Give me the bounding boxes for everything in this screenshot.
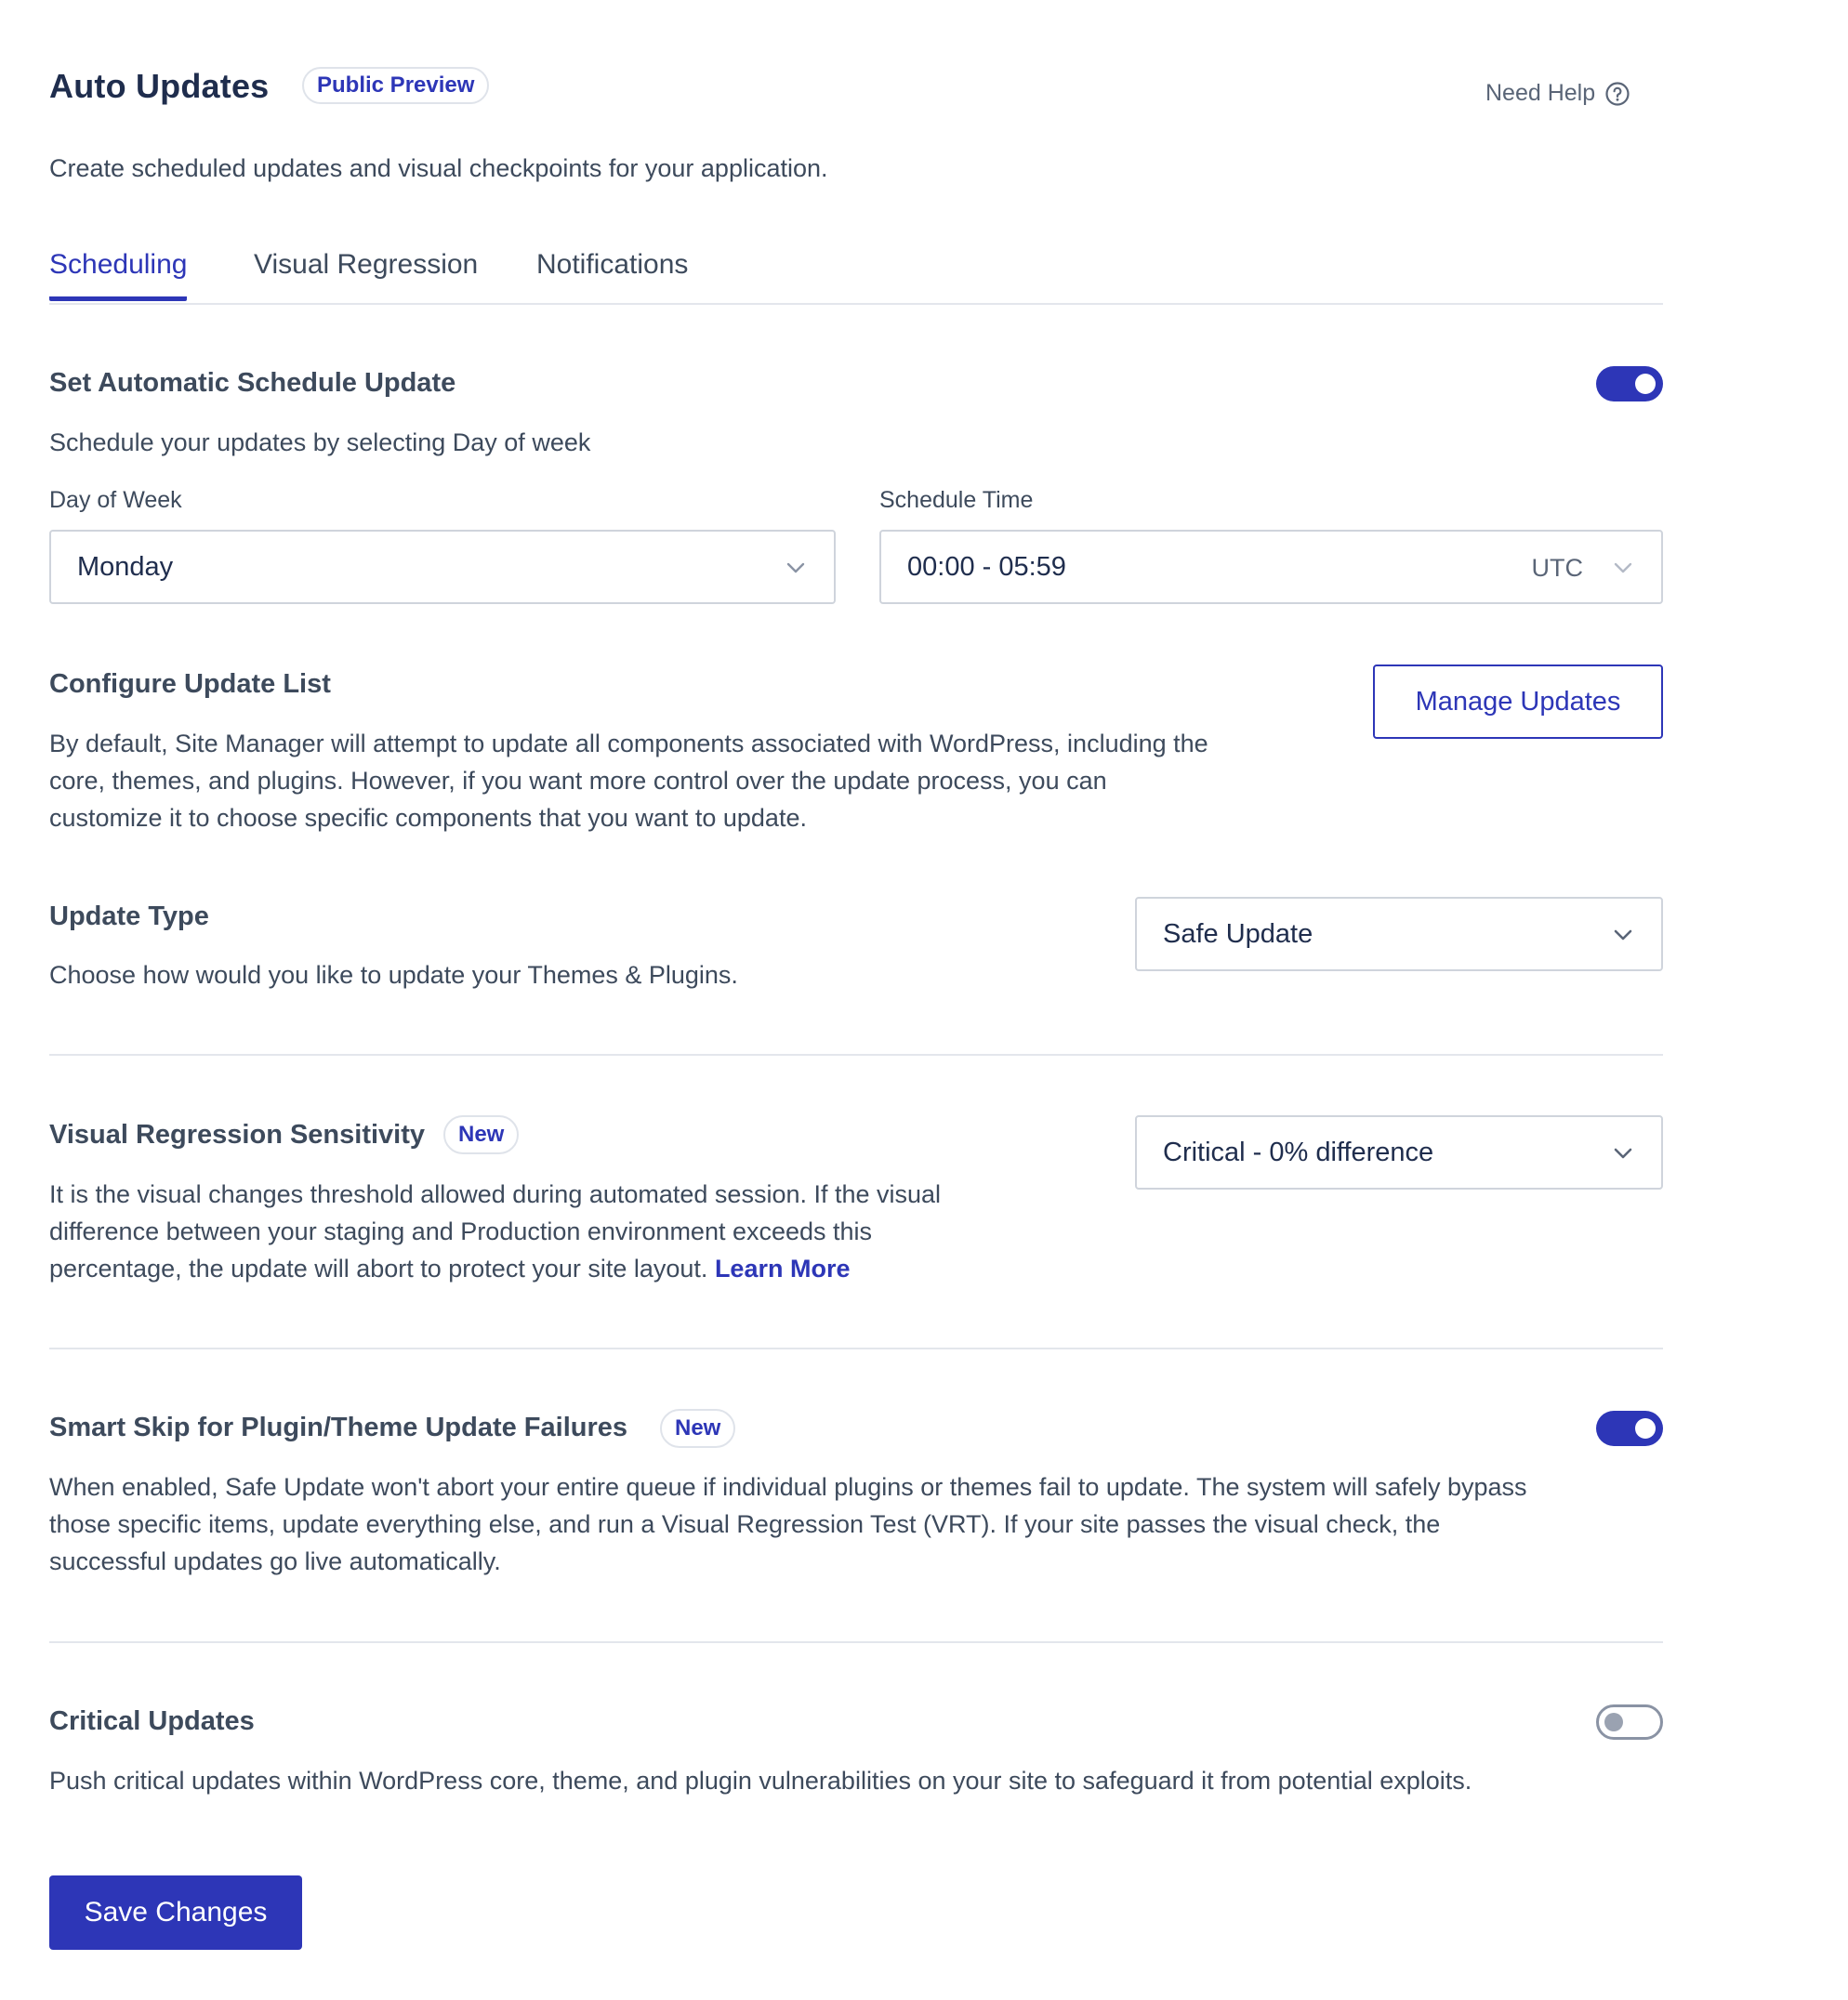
schedule-time-select[interactable] — [879, 530, 1663, 604]
page-title: Auto Updates — [49, 67, 270, 105]
timezone-label: UTC — [1531, 554, 1583, 582]
public-preview-badge: Public Preview — [302, 67, 489, 104]
critical-updates-heading: Critical Updates — [49, 1706, 255, 1736]
toggle-knob — [1604, 1713, 1623, 1731]
vr-sensitivity-value: Critical - 0% difference — [1163, 1137, 1434, 1167]
section-divider — [49, 1054, 1663, 1056]
chevron-down-icon — [1613, 1143, 1633, 1164]
update-list-line-1: By default, Site Manager will attempt to update all components associated with WordPress, including the — [49, 730, 1208, 757]
schedule-time-label: Schedule Time — [879, 487, 1034, 513]
tab-scheduling[interactable]: Scheduling — [49, 249, 187, 301]
smart-skip-line-2: those specific items, update everything else, and run a Visual Regression Test (VRT). If your site passes the visual check, the — [49, 1510, 1441, 1538]
update-type-value: Safe Update — [1163, 918, 1313, 949]
vr-line-3: percentage, the update will abort to protect your site layout. — [49, 1255, 708, 1283]
vr-sensitivity-heading: Visual Regression Sensitivity — [49, 1120, 426, 1150]
new-badge: New — [660, 1409, 735, 1448]
critical-updates-description: Push critical updates within WordPress core, theme, and plugin vulnerabilities on your site to safeguard it from potential exploits. — [49, 1767, 1472, 1795]
update-type-select[interactable] — [1135, 897, 1663, 971]
vr-line-1: It is the visual changes threshold allowed during automated session. If the visual — [49, 1180, 942, 1208]
smart-skip-line-1: When enabled, Safe Update won't abort your entire queue if individual plugins or themes fail to update. The system will safely bypass — [49, 1473, 1527, 1501]
tab-bar — [49, 249, 1663, 305]
page-subtitle: Create scheduled updates and visual checkpoints for your application. — [49, 154, 828, 182]
need-help-link[interactable] — [1485, 80, 1630, 107]
update-type-description: Choose how would you like to update your Themes & Plugins. — [49, 961, 738, 989]
section-divider — [49, 1348, 1663, 1349]
critical-updates-toggle[interactable] — [1596, 1704, 1663, 1740]
toggle-knob — [1635, 374, 1656, 394]
vr-line-3-wrap — [49, 1250, 1090, 1287]
schedule-time-value: 00:00 - 05:59 — [907, 551, 1066, 582]
update-type-heading: Update Type — [49, 901, 209, 931]
new-badge: New — [443, 1115, 519, 1154]
update-list-description — [49, 725, 1351, 836]
vr-line-2: difference between your staging and Production environment exceeds this — [49, 1217, 873, 1245]
tab-visual-regression[interactable]: Visual Regression — [254, 249, 479, 280]
manage-updates-button[interactable]: Manage Updates — [1373, 664, 1663, 739]
smart-skip-line-3: successful updates go live automatically. — [49, 1547, 501, 1575]
schedule-heading: Set Automatic Schedule Update — [49, 368, 456, 398]
save-changes-button[interactable]: Save Changes — [49, 1875, 302, 1950]
toggle-knob — [1635, 1418, 1656, 1439]
smart-skip-toggle[interactable] — [1596, 1411, 1663, 1446]
day-of-week-label: Day of Week — [49, 487, 182, 513]
smart-skip-description — [49, 1468, 1663, 1580]
chevron-down-icon — [1613, 925, 1633, 945]
update-list-line-2: core, themes, and plugins. However, if you want more control over the update process, you can — [49, 767, 1107, 795]
chevron-down-icon — [785, 558, 806, 578]
update-list-heading: Configure Update List — [49, 669, 331, 699]
vr-sensitivity-description — [49, 1176, 1090, 1287]
schedule-description: Schedule your updates by selecting Day of week — [49, 428, 591, 456]
vr-sensitivity-select[interactable] — [1135, 1115, 1663, 1190]
day-of-week-value: Monday — [77, 551, 174, 582]
help-circle-icon — [1604, 81, 1630, 107]
learn-more-link[interactable]: Learn More — [714, 1255, 851, 1283]
section-divider — [49, 1641, 1663, 1643]
tab-notifications[interactable]: Notifications — [536, 249, 689, 280]
need-help-label: Need Help — [1485, 80, 1596, 106]
schedule-toggle[interactable] — [1596, 366, 1663, 401]
update-list-line-3: customize it to choose specific components that you want to update. — [49, 804, 807, 832]
smart-skip-heading: Smart Skip for Plugin/Theme Update Failures — [49, 1413, 628, 1442]
chevron-down-icon — [1613, 558, 1633, 578]
day-of-week-select[interactable] — [49, 530, 836, 604]
